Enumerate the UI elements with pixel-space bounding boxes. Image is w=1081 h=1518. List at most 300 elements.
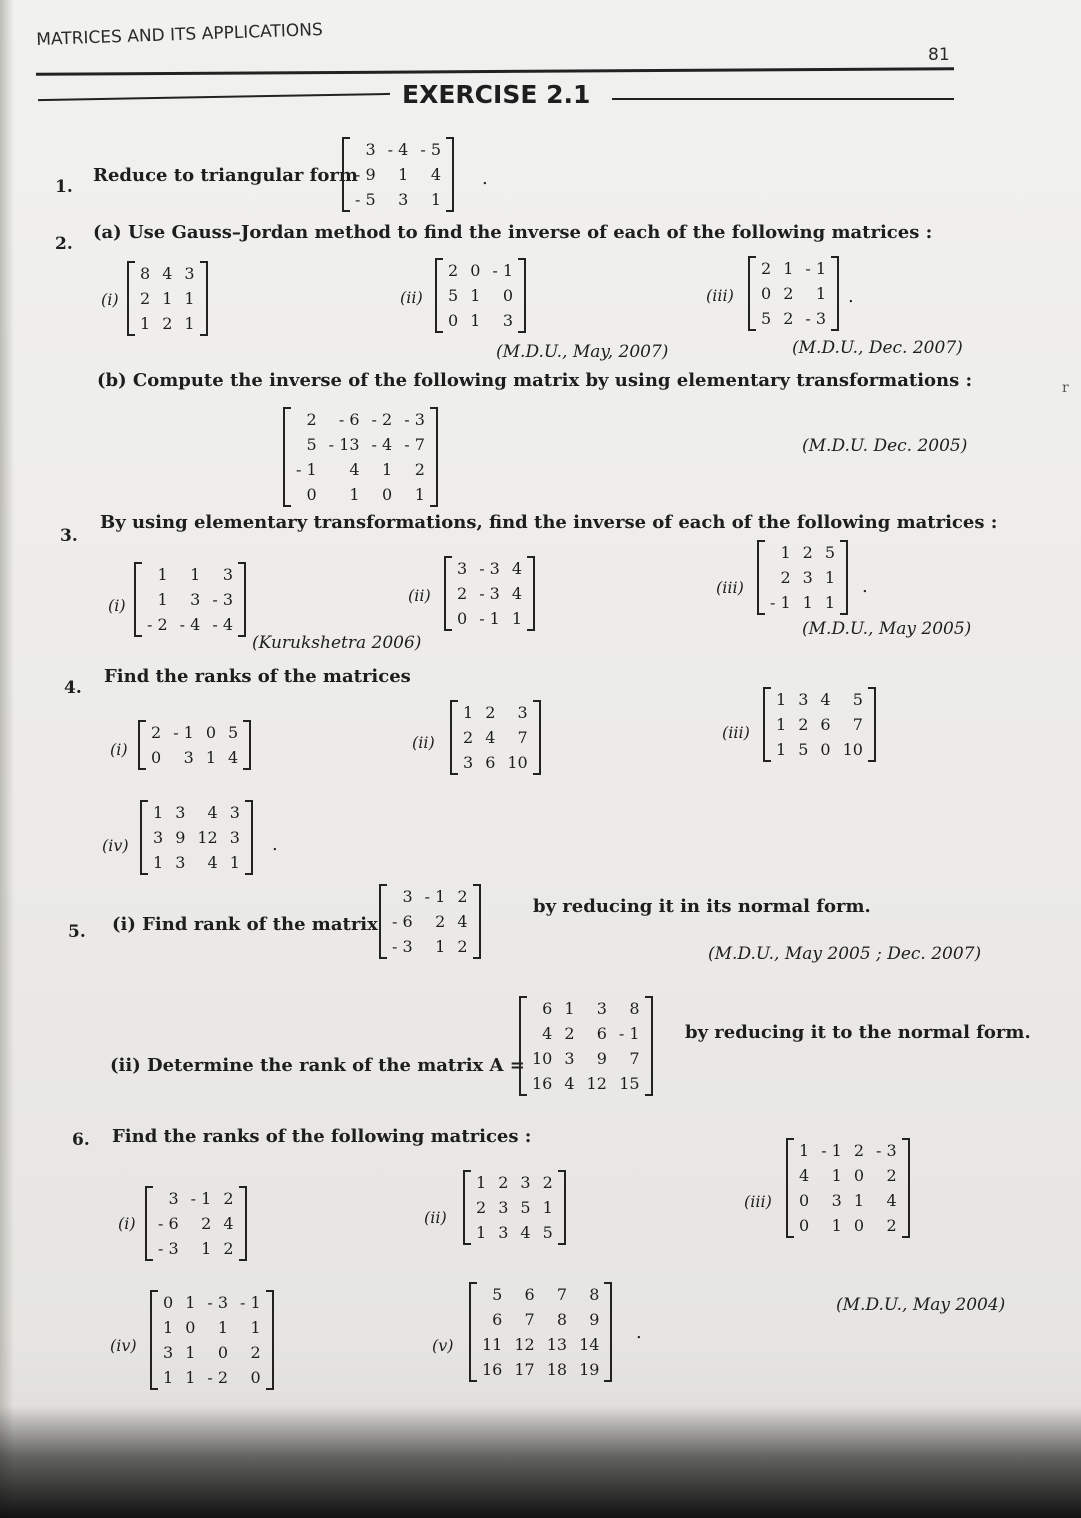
matrix-cell: 16 [482, 1360, 503, 1379]
q6-matrix-i [145, 1186, 247, 1261]
matrix-row [755, 306, 832, 331]
matrix-cell: - 4 [212, 615, 234, 634]
matrix-row [526, 1071, 646, 1096]
matrix-cell: 19 [579, 1360, 600, 1379]
matrix-cell: 4 [886, 1191, 897, 1210]
matrix-cell: - 1 [424, 887, 446, 906]
matrix-cell: 6 [596, 1024, 607, 1043]
matrix-row [470, 1170, 559, 1195]
matrix-row [145, 745, 244, 770]
matrix-cell: - 1 [805, 259, 827, 278]
q2-matrix-iii [748, 256, 839, 331]
period: . [862, 576, 868, 597]
matrix-cell: - 5 [355, 190, 376, 209]
matrix-cell: 3 [153, 828, 164, 847]
q6-part-ii-label: (ii) [424, 1208, 447, 1227]
matrix-cell: - 3 [404, 410, 425, 429]
question-6-number: 6. [72, 1130, 90, 1150]
matrix-cell: 2 [485, 703, 496, 722]
matrix-cell: - 1 [479, 609, 500, 628]
matrix-cell: 1 [184, 314, 195, 333]
q3-i-reference: (Kurukshetra 2006) [252, 633, 422, 653]
matrix-cell: - 1 [492, 261, 514, 280]
matrix-grid [290, 407, 431, 507]
matrix-cell: - 2 [207, 1368, 229, 1387]
matrix-grid [141, 562, 239, 637]
matrix-cell: 1 [250, 1318, 261, 1337]
matrix-cell: - 6 [338, 410, 360, 429]
matrix-row [141, 562, 239, 587]
matrix-cell: 2 [201, 1214, 212, 1233]
matrix-row [451, 581, 528, 606]
matrix-row [152, 1236, 240, 1261]
matrix-row [157, 1315, 267, 1340]
matrix-cell: 1 [349, 485, 360, 504]
matrix-cell: 2 [463, 728, 474, 747]
matrix-cell: 4 [430, 165, 442, 184]
matrix-cell: 3 [596, 999, 607, 1018]
matrix-row [793, 1138, 903, 1163]
matrix-cell: 3 [365, 140, 376, 159]
matrix-row [442, 258, 519, 283]
matrix-cell: 3 [564, 1049, 575, 1068]
matrix-cell: 5 [798, 740, 809, 759]
matrix-cell: 1 [463, 703, 474, 722]
matrix-row [470, 1220, 559, 1245]
matrix-cell: 3 [168, 1189, 179, 1208]
matrix-cell: 9 [596, 1049, 607, 1068]
matrix-cell: 3 [190, 590, 201, 609]
matrix-cell: 2 [151, 723, 162, 742]
matrix-cell: 0 [470, 261, 481, 280]
matrix-cell: 1 [435, 937, 446, 956]
matrix-cell: 1 [163, 1318, 174, 1337]
matrix-cell: 1 [157, 565, 168, 584]
q4-matrix-i [138, 720, 251, 770]
matrix-cell: - 1 [821, 1141, 842, 1160]
matrix-cell: 4 [457, 912, 468, 931]
q4-matrix-ii [450, 700, 541, 775]
matrix-cell: 2 [886, 1166, 897, 1185]
matrix-cell: 2 [306, 410, 317, 429]
matrix-row [134, 311, 201, 336]
matrix-grid [147, 800, 246, 875]
matrix-row [141, 587, 239, 612]
question-5ii-text: (ii) Determine the rank of the matrix A = [110, 1055, 525, 1076]
matrix-cell: 0 [799, 1191, 810, 1210]
matrix-row [141, 612, 239, 637]
matrix-row [764, 565, 841, 590]
matrix-cell: 4 [511, 559, 523, 578]
matrix-cell: 3 [520, 1173, 531, 1192]
q3-matrix-iii [757, 540, 848, 615]
q2-part-iii-label: (iii) [706, 286, 734, 305]
matrix-grid [451, 556, 528, 631]
matrix-cell: 2 [435, 912, 446, 931]
matrix-row [457, 700, 534, 725]
matrix-cell: 5 [306, 435, 317, 454]
matrix-cell: 6 [542, 999, 553, 1018]
matrix-cell: 1 [802, 593, 813, 612]
matrix-cell: - 4 [179, 615, 201, 634]
title-rule-right [612, 98, 954, 100]
matrix-cell: 0 [306, 485, 317, 504]
q4-part-iv-label: (iv) [102, 836, 129, 855]
running-title: MATRICES AND ITS APPLICATIONS [36, 20, 324, 50]
matrix-row [386, 909, 474, 934]
matrix-row [793, 1163, 903, 1188]
q4-matrix-iv [140, 800, 253, 875]
matrix-cell: - 1 [240, 1293, 261, 1312]
matrix-grid [526, 996, 646, 1096]
matrix-cell: 0 [382, 485, 393, 504]
matrix-row [147, 825, 246, 850]
matrix-cell: 1 [815, 284, 827, 303]
matrix-cell: 11 [482, 1335, 503, 1354]
matrix-grid [349, 137, 447, 212]
matrix-cell: 1 [470, 311, 481, 330]
matrix-cell: 1 [511, 609, 523, 628]
matrix-grid [457, 700, 534, 775]
matrix-cell: 3 [229, 803, 240, 822]
matrix-grid [442, 258, 519, 333]
matrix-cell: 1 [185, 1343, 196, 1362]
matrix-cell: 2 [457, 887, 468, 906]
matrix-cell: - 3 [212, 590, 234, 609]
matrix-cell: - 3 [158, 1239, 179, 1258]
matrix-cell: 6 [492, 1310, 503, 1329]
matrix-cell: 1 [217, 1318, 229, 1337]
matrix-cell: 1 [157, 590, 168, 609]
period: . [272, 834, 278, 855]
matrix-cell: 1 [783, 259, 794, 278]
matrix-cell: 1 [185, 1293, 196, 1312]
matrix-row [386, 934, 474, 959]
period: . [482, 168, 488, 189]
matrix-cell: 1 [470, 286, 481, 305]
question-1-text: Reduce to triangular form [93, 165, 358, 186]
matrix-row [526, 1021, 646, 1046]
matrix-cell: - 4 [387, 140, 409, 159]
matrix-cell: 2 [761, 259, 772, 278]
matrix-cell: 13 [546, 1335, 568, 1354]
q2-matrix-b [283, 407, 438, 507]
matrix-cell: 1 [140, 314, 151, 333]
matrix-row [755, 256, 832, 281]
matrix-cell: 5 [448, 286, 459, 305]
matrix-row [764, 590, 841, 615]
q3-iii-reference: (M.D.U., May 2005) [802, 619, 972, 639]
matrix-cell: - 3 [207, 1293, 229, 1312]
matrix-cell: 6 [524, 1285, 535, 1304]
matrix-cell: 3 [802, 568, 813, 587]
question-2-number: 2. [55, 234, 73, 254]
question-4-text: Find the ranks of the matrices [104, 666, 411, 687]
matrix-cell: 5 [492, 1285, 503, 1304]
matrix-row [147, 800, 246, 825]
matrix-row [793, 1213, 903, 1238]
matrix-row [157, 1365, 267, 1390]
page-gutter-shadow [0, 0, 14, 1518]
matrix-cell: 2 [780, 568, 791, 587]
matrix-grid [157, 1290, 267, 1390]
matrix-cell: 3 [498, 1198, 509, 1217]
q3-part-i-label: (i) [108, 596, 126, 615]
q2-b-reference: (M.D.U. Dec. 2005) [802, 436, 968, 456]
bottom-shadow [0, 1406, 1081, 1518]
matrix-grid [134, 261, 201, 336]
matrix-row [470, 1195, 559, 1220]
matrix-cell: 6 [820, 715, 831, 734]
question-5-number: 5. [68, 922, 86, 942]
matrix-cell: 6 [485, 753, 496, 772]
page-number: 81 [928, 45, 950, 65]
matrix-cell: 1 [799, 1141, 810, 1160]
matrix-cell: 0 [163, 1293, 174, 1312]
question-5ii-tail: by reducing it to the normal form. [685, 1022, 1031, 1043]
matrix-cell: 0 [217, 1343, 229, 1362]
matrix-cell: 1 [190, 565, 201, 584]
matrix-row [457, 750, 534, 775]
matrix-cell: - 3 [876, 1141, 897, 1160]
matrix-cell: 4 [485, 728, 496, 747]
matrix-cell: 0 [502, 286, 514, 305]
matrix-cell: 0 [853, 1216, 865, 1235]
matrix-cell: 4 [511, 584, 523, 603]
question-1-number: 1. [55, 177, 73, 197]
matrix-cell: 7 [524, 1310, 535, 1329]
matrix-grid [793, 1138, 903, 1238]
matrix-cell: 9 [175, 828, 186, 847]
title-rule-left [38, 93, 390, 101]
matrix-cell: 1 [153, 853, 164, 872]
matrix-grid [470, 1170, 559, 1245]
matrix-cell: 2 [162, 314, 173, 333]
matrix-cell: 1 [162, 289, 173, 308]
q2-matrix-ii [435, 258, 526, 333]
q4-part-i-label: (i) [110, 740, 128, 759]
matrix-cell: 4 [820, 690, 831, 709]
matrix-cell: 17 [514, 1360, 535, 1379]
matrix-cell: 3 [798, 690, 809, 709]
matrix-cell: 12 [586, 1074, 607, 1093]
matrix-row [147, 850, 246, 875]
question-5i-tail: by reducing it in its normal form. [533, 896, 871, 917]
matrix-cell: 3 [183, 748, 194, 767]
matrix-cell: 5 [520, 1198, 531, 1217]
matrix-row [349, 137, 447, 162]
matrix-row [349, 162, 447, 187]
matrix-row [770, 712, 869, 737]
matrix-cell: 1 [564, 999, 575, 1018]
matrix-cell: 2 [564, 1024, 575, 1043]
matrix-cell: 8 [629, 999, 640, 1018]
matrix-cell: - 6 [392, 912, 413, 931]
header-rule [36, 67, 954, 76]
matrix-cell: 3 [457, 559, 468, 578]
matrix-cell: 0 [151, 748, 162, 767]
matrix-cell: 1 [831, 1166, 842, 1185]
matrix-cell: 4 [228, 748, 239, 767]
matrix-grid [145, 720, 244, 770]
matrix-cell: 3 [175, 853, 186, 872]
matrix-grid [152, 1186, 240, 1261]
q5-i-reference: (M.D.U., May 2005 ; Dec. 2007) [708, 944, 982, 964]
matrix-cell: - 3 [392, 937, 413, 956]
q6-reference: (M.D.U., May 2004) [836, 1295, 1006, 1315]
matrix-cell: 2 [223, 1239, 234, 1258]
matrix-cell: 0 [185, 1318, 196, 1337]
matrix-row [770, 687, 869, 712]
matrix-grid [755, 256, 832, 331]
matrix-row [442, 283, 519, 308]
matrix-cell: 15 [619, 1074, 640, 1093]
matrix-cell: 1 [853, 1191, 865, 1210]
matrix-cell: 1 [398, 165, 409, 184]
matrix-cell: 18 [546, 1360, 568, 1379]
matrix-row [764, 540, 841, 565]
q6-matrix-ii [463, 1170, 566, 1245]
matrix-row [290, 457, 431, 482]
matrix-cell: - 3 [479, 559, 500, 578]
matrix-cell: 2 [250, 1343, 261, 1362]
matrix-cell: 4 [162, 264, 173, 283]
matrix-cell: 2 [853, 1141, 865, 1160]
matrix-cell: 1 [185, 1368, 196, 1387]
matrix-cell: 1 [824, 593, 836, 612]
matrix-cell: - 7 [404, 435, 425, 454]
matrix-row [290, 482, 431, 507]
q6-matrix-iv [150, 1290, 274, 1390]
question-2b-text: (b) Compute the inverse of the following matrix by using elementary transformations : [97, 370, 973, 391]
matrix-cell: 2 [498, 1173, 509, 1192]
q4-part-ii-label: (ii) [412, 733, 435, 752]
matrix-cell: 1 [184, 289, 195, 308]
matrix-row [476, 1332, 605, 1357]
matrix-cell: 7 [517, 728, 528, 747]
matrix-cell: 7 [629, 1049, 640, 1068]
matrix-cell: 2 [457, 937, 468, 956]
q6-matrix-v [469, 1282, 612, 1382]
matrix-cell: - 1 [173, 723, 194, 742]
matrix-cell: 4 [564, 1074, 575, 1093]
matrix-cell: 3 [184, 264, 195, 283]
q5-matrix-ii [519, 996, 653, 1096]
matrix-grid [386, 884, 474, 959]
q2-ii-reference: (M.D.U., May, 2007) [496, 342, 669, 362]
matrix-cell: 8 [140, 264, 151, 283]
matrix-cell: 1 [382, 460, 393, 479]
matrix-cell: 3 [398, 190, 409, 209]
matrix-cell: 1 [776, 740, 787, 759]
matrix-cell: 5 [542, 1223, 553, 1242]
matrix-row [526, 996, 646, 1021]
matrix-cell: 0 [820, 740, 831, 759]
matrix-row [526, 1046, 646, 1071]
question-3-number: 3. [60, 526, 78, 546]
exercise-title: EXERCISE 2.1 [402, 80, 591, 109]
matrix-cell: 8 [589, 1285, 600, 1304]
matrix-cell: 3 [222, 565, 234, 584]
question-3-text: By using elementary transformations, find the inverse of each of the following matrices : [100, 512, 998, 533]
matrix-cell: 2 [783, 284, 794, 303]
matrix-cell: 0 [448, 311, 459, 330]
question-5i-text: (i) Find rank of the matrix [112, 914, 378, 935]
matrix-cell: - 2 [371, 410, 393, 429]
matrix-cell: 7 [852, 715, 863, 734]
matrix-cell: 10 [507, 753, 528, 772]
matrix-cell: 5 [228, 723, 239, 742]
q6-part-iv-label: (iv) [110, 1336, 137, 1355]
period: . [848, 286, 854, 307]
q2-part-i-label: (i) [101, 290, 119, 309]
matrix-cell: 1 [430, 190, 442, 209]
matrix-cell: 1 [476, 1223, 487, 1242]
matrix-cell: 3 [498, 1223, 509, 1242]
matrix-row [157, 1290, 267, 1315]
matrix-cell: - 3 [479, 584, 500, 603]
matrix-cell: 12 [514, 1335, 535, 1354]
matrix-cell: 2 [223, 1189, 234, 1208]
matrix-row [152, 1211, 240, 1236]
question-2a-text: (a) Use Gauss–Jordan method to find the inverse of each of the following matrices : [93, 222, 933, 243]
period: . [636, 1322, 642, 1343]
q6-matrix-iii [786, 1138, 910, 1238]
matrix-row [152, 1186, 240, 1211]
q1-matrix [342, 137, 454, 212]
matrix-row [451, 606, 528, 631]
matrix-cell: 3 [229, 828, 240, 847]
matrix-cell: 0 [457, 609, 468, 628]
matrix-cell: 3 [463, 753, 474, 772]
matrix-cell: 1 [780, 543, 791, 562]
matrix-row [755, 281, 832, 306]
matrix-cell: - 1 [618, 1024, 640, 1043]
matrix-row [476, 1282, 605, 1307]
matrix-cell: 1 [831, 1216, 842, 1235]
matrix-row [145, 720, 244, 745]
matrix-cell: - 3 [805, 309, 827, 328]
matrix-cell: 2 [140, 289, 151, 308]
matrix-cell: 1 [201, 1239, 212, 1258]
matrix-row [442, 308, 519, 333]
matrix-cell: - 6 [158, 1214, 179, 1233]
matrix-cell: 4 [223, 1214, 234, 1233]
matrix-cell: 4 [542, 1024, 553, 1043]
matrix-cell: 7 [556, 1285, 568, 1304]
matrix-cell: 1 [476, 1173, 487, 1192]
q3-part-iii-label: (iii) [716, 578, 744, 597]
matrix-cell: - 1 [296, 460, 317, 479]
matrix-row [134, 286, 201, 311]
matrix-cell: 5 [852, 690, 863, 709]
matrix-cell: 2 [802, 543, 813, 562]
q6-part-v-label: (v) [432, 1336, 454, 1355]
matrix-cell: 8 [556, 1310, 568, 1329]
matrix-cell: 10 [532, 1049, 553, 1068]
matrix-row [770, 737, 869, 762]
q4-part-iii-label: (iii) [722, 723, 750, 742]
matrix-row [476, 1307, 605, 1332]
matrix-row [134, 261, 201, 286]
matrix-row [457, 725, 534, 750]
matrix-cell: 4 [207, 803, 218, 822]
q3-matrix-i [134, 562, 246, 637]
matrix-cell: 2 [476, 1198, 487, 1217]
matrix-cell: 1 [414, 485, 425, 504]
matrix-cell: 2 [457, 584, 468, 603]
q2-part-ii-label: (ii) [400, 288, 423, 307]
